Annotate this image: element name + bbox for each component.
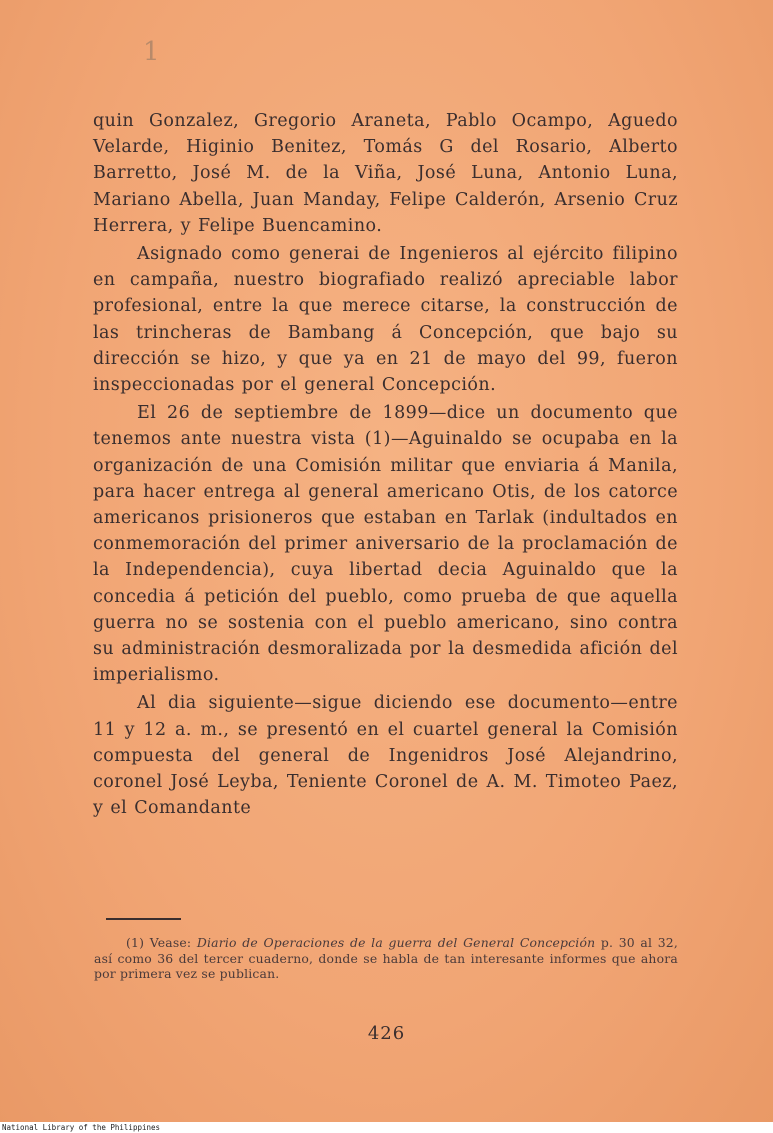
footnote-marker: (1) Vease: bbox=[126, 935, 192, 950]
page-mark: 1 bbox=[143, 37, 160, 67]
body-text bbox=[93, 108, 678, 823]
footnote bbox=[94, 935, 678, 982]
paragraph-2: Asignado como generai de Ingenieros al ejército filipino en campaña, nuestro biografiado realizó apreciable labor profesional, entre la que merece citarse, la construcción de las trincheras de Bambang á Concepción, que bajo su dirección se hizo, y que ya en 21 de mayo del 99, fueron inspeccionadas por el general Concepción. bbox=[93, 244, 678, 396]
page-number: 426 bbox=[367, 1023, 406, 1044]
library-credit: National Library of the Philippines bbox=[2, 1123, 161, 1132]
paragraph-4: Al dia siguiente—sigue diciendo ese documento—entre 11 y 12 a. m., se presentó en el cuartel general la Comisión compuesta del general de Ingenidros José Alejandrino, coronel José Leyba, Teniente Coronel de A. M. Timoteo Paez, y el Comandante bbox=[93, 693, 678, 819]
footnote-divider bbox=[106, 918, 181, 920]
footnote-title: Diario de Operaciones de la guerra del General Concepción bbox=[196, 935, 596, 950]
paragraph-3: El 26 de septiembre de 1899—dice un documento que tenemos ante nuestra vista (1)—Aguinaldo se ocupaba en la organización de una Comisión militar que enviaria á Manila, para hacer entrega al general americano Otis, de los catorce americanos prisioneros que estaban en Tarlak (indultados en conmemoración del primer aniversario de la proclamación de la Independencia), cuya libertad decia Aguinaldo que la concedia á petición del pueblo, como prueba de que aquella guerra no se sostenia con el pueblo americano, sino contra su administración desmoralizada por la desmedida afición del imperialismo. bbox=[93, 403, 678, 686]
paragraph-1: quin Gonzalez, Gregorio Araneta, Pablo Ocampo, Aguedo Velarde, Higinio Benitez, Tomás G del Rosario, Alberto Barretto, José M. de la Viña, José Luna, Antonio Luna, Mariano Abella, Juan Manday, Felipe Calderón, Arsenio Cruz Herrera, y Felipe Buencamino. bbox=[93, 111, 678, 236]
footnote-rest: p. 30 al 32, así como 36 del tercer cuaderno, donde se habla de tan interesante informes que ahora por primera vez se publican. bbox=[94, 935, 679, 981]
